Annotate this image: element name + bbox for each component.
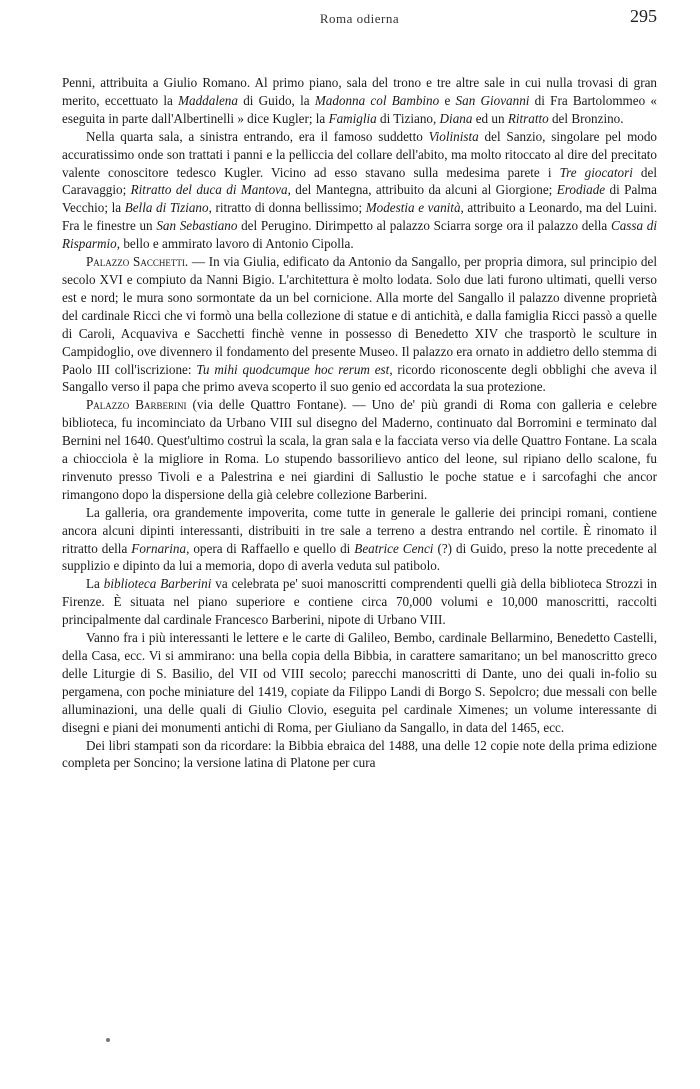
- text-run: , ricordo riconoscente degli obblighi che aveva il Sangallo verso il papa che primo aveva scoperto il suo genio ed accordata la sua protezione.: [62, 361, 657, 395]
- italic-title: Ritratto: [507, 110, 549, 126]
- italic-title: Famiglia: [328, 110, 377, 126]
- italic-title: Violinista: [428, 128, 479, 144]
- italic-title: Erodiade: [556, 182, 606, 198]
- paragraph-p4: [62, 396, 657, 503]
- text-run: (?) di Guido, preso la notte precedente al supplizio e dipinto da lui a memoria, dopo di averla veduta sul patibolo.: [62, 540, 658, 574]
- text-run: del Caravaggio;: [62, 164, 657, 198]
- text-run: — In via Giulia, edificato da Antonio da Sangallo, per propria dimora, sul principio del secolo XVI e compiuto da Nanni Bigio. L'architettura è molto lodata. Solo due lati furono ultimati, quelli verso est e nord; le mura sono sormontate da un bel cornicione. Alla morte del Sangallo il palazzo divenne proprietà del cardinale Ricci che vi formò una bella collezione di statue e di antichità, e dalla famiglia Ricci passò a quelle di Caroli, Acquaviva e Sacchetti finchè venne in possesso di Benedetto XIV che trasportò le sculture in Campidoglio, ove divennero il fondamento del presente Museo. Il palazzo era ornato in addietro dello stemma di Paolo III coll'iscrizione:: [62, 254, 657, 377]
- text-run: Dei libri stampati son da ricordare: la Bibbia ebraica del 1488, una delle 12 copie note della prima edizione completa per Soncino; la versione latina di Platone per cura: [62, 737, 657, 771]
- italic-title: Tre giocatori: [559, 164, 633, 180]
- italic-title: Ritratto del duca di Mantova: [130, 182, 288, 198]
- text-run: La galleria, ora grandemente impoverita, come tutte in generale le gallerie dei principi romani, contiene ancora alcuni dipinti interessanti, distribuiti in tre sale a terreno a destra entrando nel cortile. È rinomato il ritratto della: [62, 504, 657, 556]
- ink-speck: [106, 1038, 110, 1042]
- italic-title: Beatrice Cenci: [354, 540, 434, 556]
- paragraph-p2: [62, 128, 657, 253]
- text-run: , bello e ammirato lavoro di Antonio Cipolla.: [116, 236, 354, 252]
- paragraph-p3: [62, 253, 657, 396]
- italic-title: Diana: [439, 110, 473, 126]
- text-run: (via delle Quattro Fontane). — Uno de' più grandi di Roma con galleria e celebre biblioteca, fu incominciato da Urbano VIII sul disegno del Maderno, continuato dal Borromini e terminato dal Bernini nel 1640. Quest'ultimo costruì la scala, la gran sala e la facciata verso via delle Quattro Fontane. La scala a chiocciola è la migliore in Roma. Lo stupendo bassorilievo antico del leone, sul ripiano dello scalone, fu rinvenuto presso Tivoli e a Palestrina e nei giardini di Sallustio le poche statue e i sarcofaghi che ancor rimangono dopo la dispersione della già celebre collezione Barberini.: [62, 397, 657, 502]
- text-run: di Guido, la: [237, 92, 315, 108]
- text-run: del Bronzino.: [548, 110, 624, 126]
- text-run: di Fra Bartolommeo « eseguita in parte dall'Albertinelli » dice Kugler; la: [62, 92, 658, 126]
- text-run: , del Mantegna, attribuito da alcuni al Giorgione;: [287, 182, 557, 198]
- text-run: Nella quarta sala, a sinistra entrando, era il famoso suddetto: [86, 128, 429, 144]
- paragraph-p8: [62, 737, 657, 773]
- italic-title: Modestia e vanità: [365, 200, 461, 216]
- italic-title: San Giovanni: [455, 92, 530, 108]
- section-heading: Palazzo Sacchetti.: [86, 254, 189, 270]
- text-run: ed un: [472, 110, 508, 126]
- text-run: , opera di Raffaello e quello di: [186, 540, 355, 556]
- italic-title: Tu mihi quodcumque hoc rerum est: [196, 361, 390, 377]
- paragraph-p1: [62, 74, 657, 128]
- text-run: , attribuito a Leonardo, ma del Luini. Fra le finestre un: [62, 200, 658, 234]
- text-run: Vanno fra i più interessanti le lettere e le carte di Galileo, Bembo, cardinale Bellarmino, Benedetto Castelli, della Casa, ecc. Vi si ammirano: una bella copia della Bibbia, in carattere samaritano; un bel manoscritto greco delle Liturgie di S. Basilio, del VII od VIII secolo; parecchi manoscritti di Dante, uno dei quali in-folio su pergamena, con poche miniature del 1419, copiate da Filippo Landi di Borgo S. Sepolcro; due messali con belle alluminazioni, una delle quali di Giulio Clovio, eseguita pel cardinale Ximenes; un volume interessante di disegni e piani dei monumenti antichi di Roma, per Giuliano da Sangallo, in data del 1465, ecc.: [62, 630, 657, 735]
- running-head: Roma odierna: [319, 11, 400, 26]
- page-header: [62, 0, 657, 32]
- italic-title: Fornarina: [131, 540, 187, 556]
- italic-title: biblioteca Barberini: [103, 576, 212, 592]
- italic-title: Cassa di Risparmio: [62, 218, 658, 252]
- text-run: va celebrata pe' suoi manoscritti comprendenti quelli già della biblioteca Strozzi in Firenze. È situata nel piano superiore e contiene circa 70,000 volumi e 10,000 manoscritti, raccolti principalmente dal cardinale Francesco Barberini, nipote di Urbano VIII.: [62, 576, 657, 628]
- body-text: [62, 74, 657, 772]
- italic-title: Bella di Tiziano: [124, 200, 209, 216]
- paragraph-p7: [62, 629, 657, 736]
- italic-title: Madonna col Bambino: [314, 92, 440, 108]
- text-run: del Perugino. Dirimpetto al palazzo Sciarra sorge ora il palazzo della: [237, 218, 611, 234]
- section-heading: Palazzo Barberini: [86, 397, 187, 413]
- text-run: di Palma Vecchio; la: [62, 182, 657, 216]
- italic-title: San Sebastiano: [156, 218, 238, 234]
- italic-title: Maddalena: [178, 92, 238, 108]
- text-run: di Tiziano,: [376, 110, 440, 126]
- text-run: del Sanzio, singolare pel modo accuratissimo onde son trattati i panni e la pelliccia del collare dell'abito, ma molto ritoccato al dire del precitato valente conoscitore tedesco Kugler. Vicino ad esso stavano sulla medesima parete i: [62, 128, 658, 180]
- page-number: 295: [630, 6, 657, 26]
- text-run: Penni, attribuita a Giulio Romano. Al primo piano, sala del trono e tre altre sale in cui nulla trovasi di gran merito, eccettuato la: [62, 75, 657, 108]
- paragraph-p5: [62, 504, 657, 576]
- text-run: e: [439, 92, 456, 108]
- paragraph-p6: [62, 575, 657, 629]
- text-run: La: [86, 576, 104, 592]
- text-run: , ritratto di donna bellissimo;: [208, 200, 366, 216]
